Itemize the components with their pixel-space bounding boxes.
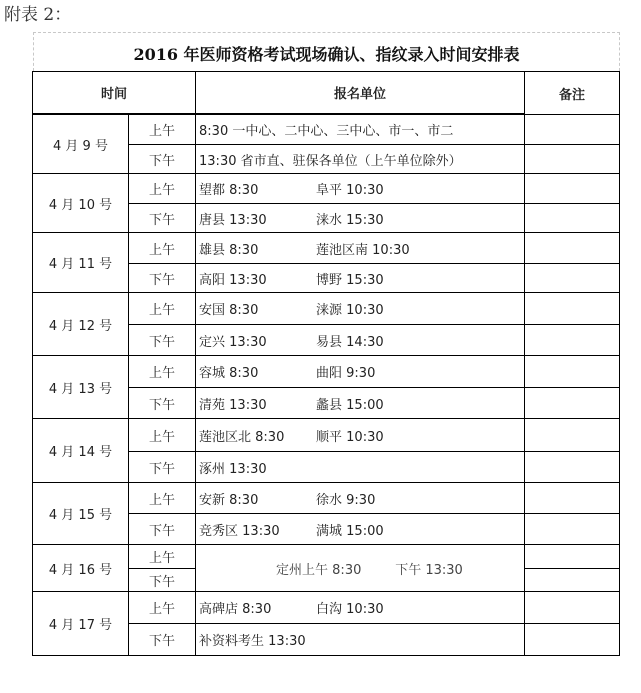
title-box (33, 32, 620, 71)
units-cell-merged (196, 545, 525, 592)
date-cell: 4 月 12 号 (33, 293, 129, 356)
note-cell (525, 569, 620, 592)
unit-entry: 下午 13:30 (395, 562, 463, 578)
units-cell-am (196, 419, 525, 452)
pm-label: 下午 (129, 388, 196, 419)
unit-entry: 莲池区南 10:30 (316, 242, 410, 258)
unit-entry: 涿州 13:30 (199, 461, 267, 477)
am-label: 上午 (129, 592, 196, 624)
unit-entry: 清苑 13:30 (199, 397, 267, 413)
units-cell-am (196, 483, 525, 514)
unit-entry: 13:30 省市直、驻保各单位（上午单位除外） (199, 153, 462, 169)
unit-entry: 望都 8:30 (199, 183, 259, 198)
note-cell (525, 356, 620, 388)
unit-entry: 定州上午 8:30 (276, 562, 362, 578)
note-cell (525, 204, 620, 233)
units-cell-pm (196, 264, 525, 293)
schedule-row-am (33, 174, 620, 204)
note-cell (525, 174, 620, 204)
units-cell-am (196, 293, 525, 325)
am-label: 上午 (129, 233, 196, 264)
attachment-caption: 附表 2： (4, 5, 72, 25)
schedule-row-am (33, 419, 620, 452)
unit-entry: 补资料考生 13:30 (199, 634, 306, 649)
unit-entry: 雄县 8:30 (199, 242, 259, 258)
header-time: 时间 (33, 72, 196, 114)
header-units: 报名单位 (196, 72, 525, 114)
unit-entry: 莲池区北 8:30 (199, 429, 285, 445)
am-label: 上午 (129, 483, 196, 514)
unit-entry: 涞水 15:30 (316, 212, 384, 228)
date-cell: 4 月 10 号 (33, 174, 129, 233)
unit-entry: 涞源 10:30 (316, 303, 384, 318)
unit-entry: 容城 8:30 (199, 366, 259, 381)
note-cell (525, 514, 620, 545)
note-cell (525, 624, 620, 656)
header-note: 备注 (525, 72, 620, 115)
am-label: 上午 (129, 356, 196, 388)
schedule-row-am (33, 483, 620, 514)
unit-entry: 博野 15:30 (316, 272, 384, 288)
am-label: 上午 (129, 174, 196, 204)
date-cell: 4 月 15 号 (33, 483, 129, 545)
note-cell (525, 388, 620, 419)
unit-entry: 安国 8:30 (199, 303, 259, 318)
unit-entry: 徐水 9:30 (316, 492, 376, 508)
note-cell (525, 452, 620, 483)
pm-label: 下午 (129, 569, 196, 592)
unit-entry: 满城 15:00 (316, 523, 384, 539)
unit-entry: 阜平 10:30 (316, 183, 384, 198)
note-cell (525, 592, 620, 624)
pm-label: 下午 (129, 264, 196, 293)
note-cell (525, 233, 620, 264)
header-row (33, 72, 620, 114)
date-cell: 4 月 11 号 (33, 233, 129, 293)
units-cell-am (196, 233, 525, 264)
note-cell (525, 115, 620, 145)
table-title: 2016 年医师资格考试现场确认、指纹录入时间安排表 (133, 45, 520, 64)
units-cell-pm (196, 145, 525, 174)
pm-label: 下午 (129, 452, 196, 483)
unit-entry: 白沟 10:30 (316, 602, 384, 617)
unit-entry: 8:30 一中心、二中心、三中心、市一、市二 (199, 124, 454, 139)
unit-entry: 高阳 13:30 (199, 272, 267, 288)
pm-label: 下午 (129, 514, 196, 545)
units-cell-pm (196, 514, 525, 545)
units-cell-pm (196, 452, 525, 483)
schedule-row-am (33, 233, 620, 264)
units-cell-pm (196, 325, 525, 356)
date-cell: 4 月 13 号 (33, 356, 129, 419)
schedule-row-am (33, 356, 620, 388)
pm-label: 下午 (129, 325, 196, 356)
unit-entry: 高碑店 8:30 (199, 602, 272, 617)
units-cell-am (196, 115, 525, 145)
schedule-row-am (33, 115, 620, 145)
unit-entry: 蠡县 15:00 (316, 397, 384, 413)
date-cell: 4 月 9 号 (33, 115, 129, 174)
note-cell (525, 145, 620, 174)
units-cell-am (196, 356, 525, 388)
units-cell-pm (196, 624, 525, 656)
am-label: 上午 (129, 419, 196, 452)
unit-entry: 易县 14:30 (316, 334, 384, 350)
units-cell-pm (196, 204, 525, 233)
units-cell-am (196, 174, 525, 204)
unit-entry: 唐县 13:30 (199, 212, 267, 228)
pm-label: 下午 (129, 145, 196, 174)
date-cell: 4 月 16 号 (33, 545, 129, 592)
date-cell: 4 月 17 号 (33, 592, 129, 656)
note-cell (525, 483, 620, 514)
schedule-row-am (33, 293, 620, 325)
note-cell (525, 293, 620, 325)
am-label: 上午 (129, 115, 196, 145)
note-cell (525, 419, 620, 452)
unit-entry: 安新 8:30 (199, 492, 259, 508)
schedule-row-am (33, 545, 620, 569)
schedule-row-am (33, 592, 620, 624)
pm-label: 下午 (129, 204, 196, 233)
unit-entry: 曲阳 9:30 (316, 366, 376, 381)
note-cell (525, 264, 620, 293)
unit-entry: 顺平 10:30 (316, 429, 384, 445)
schedule-table (32, 71, 620, 656)
pm-label: 下午 (129, 624, 196, 656)
units-cell-pm (196, 388, 525, 419)
am-label: 上午 (129, 293, 196, 325)
units-cell-am (196, 592, 525, 624)
note-cell (525, 325, 620, 356)
note-cell (525, 545, 620, 569)
unit-entry: 定兴 13:30 (199, 334, 267, 350)
unit-entry: 竞秀区 13:30 (199, 523, 280, 539)
date-cell: 4 月 14 号 (33, 419, 129, 483)
am-label: 上午 (129, 545, 196, 569)
